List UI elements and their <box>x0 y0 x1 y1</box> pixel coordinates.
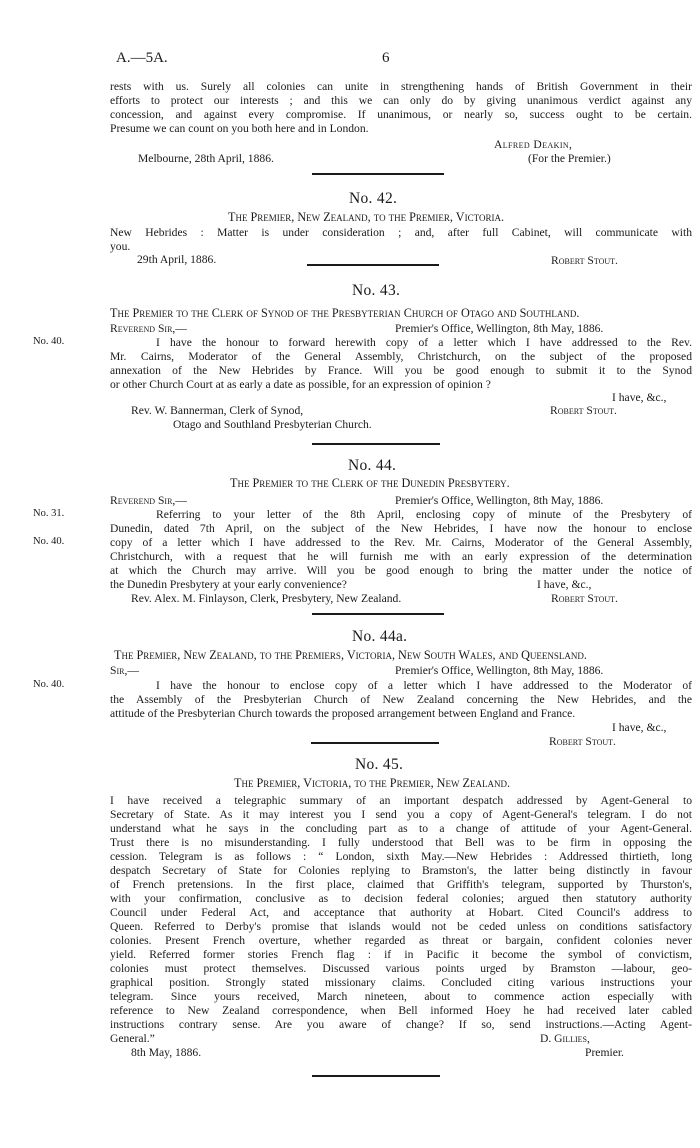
addressee: Otago and Southland Presbyterian Church. <box>173 418 372 431</box>
section-heading: No. 42. <box>349 190 398 207</box>
text-line: Council under Federal Act, and acceptance that authority at Hobart. Cited Council's address to <box>110 906 692 919</box>
section-subheading: The Premier, New Zealand, to the Premiers, Victoria, New South Wales, and Queensland. <box>114 648 587 662</box>
section-rule <box>312 443 440 445</box>
salutation: Reverend Sir,— <box>110 322 187 335</box>
signature: Robert Stout. <box>551 254 618 267</box>
closing: I have, &c., <box>537 578 592 591</box>
text-line: Christchurch, with a request that he will furnish me with an early expression of the determination <box>110 550 692 563</box>
text-line: concession, and against every compromise. If unanimous, or nearly so, success ought to be certain. <box>110 108 692 121</box>
section-heading: No. 44. <box>348 457 397 474</box>
text-line: Referring to your letter of the 8th April, enclosing copy of minute of the Presbytery of <box>156 508 692 521</box>
office-line: Premier's Office, Wellington, 8th May, 1886. <box>395 322 604 335</box>
office-line: Premier's Office, Wellington, 8th May, 1886. <box>395 664 604 677</box>
addressee: Rev. Alex. M. Finlayson, Clerk, Presbytery, New Zealand. <box>131 592 402 605</box>
signature: Alfred Deakin, <box>494 138 573 151</box>
text-line: the Dunedin Presbytery at your early convenience? <box>110 578 347 591</box>
text-line: I have received a telegraphic summary of an important despatch addressed by Agent-General to <box>110 794 692 807</box>
place-date: Melbourne, 28th April, 1886. <box>138 152 274 165</box>
section-rule <box>312 613 444 615</box>
salutation: Sir,— <box>110 664 139 677</box>
section-heading: No. 45. <box>355 756 404 773</box>
date: 29th April, 1886. <box>137 253 217 266</box>
text-line: or other Church Court at as early a date as possible, for an expression of opinion ? <box>110 378 491 391</box>
text-line: colonies must protect themselves. Discussed various points urged by Bramston —labour, geo- <box>110 962 692 975</box>
addressee: Rev. W. Bannerman, Clerk of Synod, <box>131 404 304 417</box>
section-rule <box>307 264 439 266</box>
margin-reference: No. 40. <box>33 336 65 347</box>
text-line: Secretary of State. As it may interest you I send you a copy of Agent-General's telegram. I do not <box>110 808 692 821</box>
text-line: I have the honour to enclose copy of a letter which I have addressed to the Moderator of <box>156 679 692 692</box>
section-subheading: The Premier to the Clerk of the Dunedin Presbytery. <box>230 476 510 490</box>
text-line: copy of a letter which I have addressed to the Rev. Mr. Cairns, Moderator of the General Assembly, <box>110 536 692 549</box>
section-heading: No. 43. <box>352 282 401 299</box>
closing-rule <box>312 1075 440 1077</box>
salutation: Reverend Sir,— <box>110 494 187 507</box>
text-line: graphical position. Strongly stated missionary claims. Concluded citing various instructions your <box>110 976 692 989</box>
text-line: rests with us. Surely all colonies can unite in strengthening hands of British Government in their <box>110 80 692 93</box>
section-subheading: The Premier, New Zealand, to the Premier, Victoria. <box>228 210 504 224</box>
signature-note: (For the Premier.) <box>528 152 611 165</box>
page-number: 6 <box>382 50 390 66</box>
text-line: annexation of the New Hebrides by France. Will you be good enough to submit it to the Synod <box>110 364 692 377</box>
text-line: Dunedin, dated 7th April, on the subject of the New Hebrides, I have now the honour to enclose <box>110 522 692 535</box>
closing: I have, &c., <box>612 391 667 404</box>
text-line: colonies. Present French overture, whether regarded as threat or bargain, confident colonies never <box>110 934 692 947</box>
signature: Robert Stout. <box>550 404 617 417</box>
text-line: New Hebrides : Matter is under consideration ; and, after full Cabinet, will communicate with <box>110 226 692 239</box>
text-line: efforts to protect our interests ; and this we can only do by giving unanimous verdict against any <box>110 94 692 107</box>
closing: I have, &c., <box>612 721 667 734</box>
date: 8th May, 1886. <box>131 1046 202 1059</box>
signature: D. Gillies, <box>540 1032 590 1045</box>
text-line: of French pretensions. In the first place, claimed that Griffith's telegram, supported by Thurston's, <box>110 878 692 891</box>
text-line: you. <box>110 240 131 253</box>
text-line: cession. Telegram is as follows : “ London, sixth May.—New Hebrides : Addressed thirtieth, long <box>110 850 692 863</box>
text-line: at which the Church may arrive. Will you be good enough to bring the matter under the notice of <box>110 564 692 577</box>
text-line: with your confirmation, conclusive as to decision federal colonies; argued then statutory authority <box>110 892 692 905</box>
text-line: attitude of the Presbyterian Church towards the proposed arrangement between England and France. <box>110 707 576 720</box>
text-line: Mr. Cairns, Moderator of the General Assembly, Christchurch, on the subject of the proposed <box>110 350 692 363</box>
margin-reference: No. 40. <box>33 679 65 690</box>
signature: Robert Stout. <box>549 735 616 748</box>
text-line: I have the honour to forward herewith copy of a letter which I have addressed to the Rev. <box>156 336 692 349</box>
text-line: telegram. Since yours received, March nineteen, about to commence action especially with <box>110 990 692 1003</box>
text-line: Queen. Referred to Derby's promise that islands would not be ceded unless on conditions satisfactory <box>110 920 692 933</box>
text-line: despatch Secretary of State for Colonies replying to Bramston's, the latter being distinctly in favour <box>110 864 692 877</box>
section-subheading: The Premier to the Clerk of Synod of the Presbyterian Church of Otago and Southland. <box>110 306 580 320</box>
section-subheading: The Premier, Victoria, to the Premier, New Zealand. <box>234 776 510 790</box>
section-heading: No. 44a. <box>352 628 408 645</box>
text-line: instructions contrary sense. Are you aware of change? If so, send instructions.—Acting Agent- <box>110 1018 692 1031</box>
text-line: General.” <box>110 1032 155 1045</box>
margin-reference: No. 40. <box>33 536 65 547</box>
text-line: reference to New Zealand correspondence, when Bell informed Hoey he had received later cabled <box>110 1004 692 1017</box>
document-code: A.—5A. <box>116 50 168 66</box>
text-line: understand what he says in the concluding part as to a change of attitude of your Agent-General. <box>110 822 692 835</box>
section-rule <box>311 742 439 744</box>
signer-title: Premier. <box>585 1046 624 1059</box>
signature: Robert Stout. <box>551 592 618 605</box>
text-line: yield. Referred former stories French flag : if in Pacific it become the symbol of convictism, <box>110 948 692 961</box>
office-line: Premier's Office, Wellington, 8th May, 1886. <box>395 494 604 507</box>
text-line: Trust there is no misunderstanding. I fully understood that Bell was to be firm in opposing the <box>110 836 692 849</box>
text-line: Presume we can count on you both here and in London. <box>110 122 369 135</box>
margin-reference: No. 31. <box>33 508 65 519</box>
section-rule <box>312 173 444 175</box>
text-line: the Assembly of the Presbyterian Church of New Zealand concerning the New Hebrides, and the <box>110 693 692 706</box>
